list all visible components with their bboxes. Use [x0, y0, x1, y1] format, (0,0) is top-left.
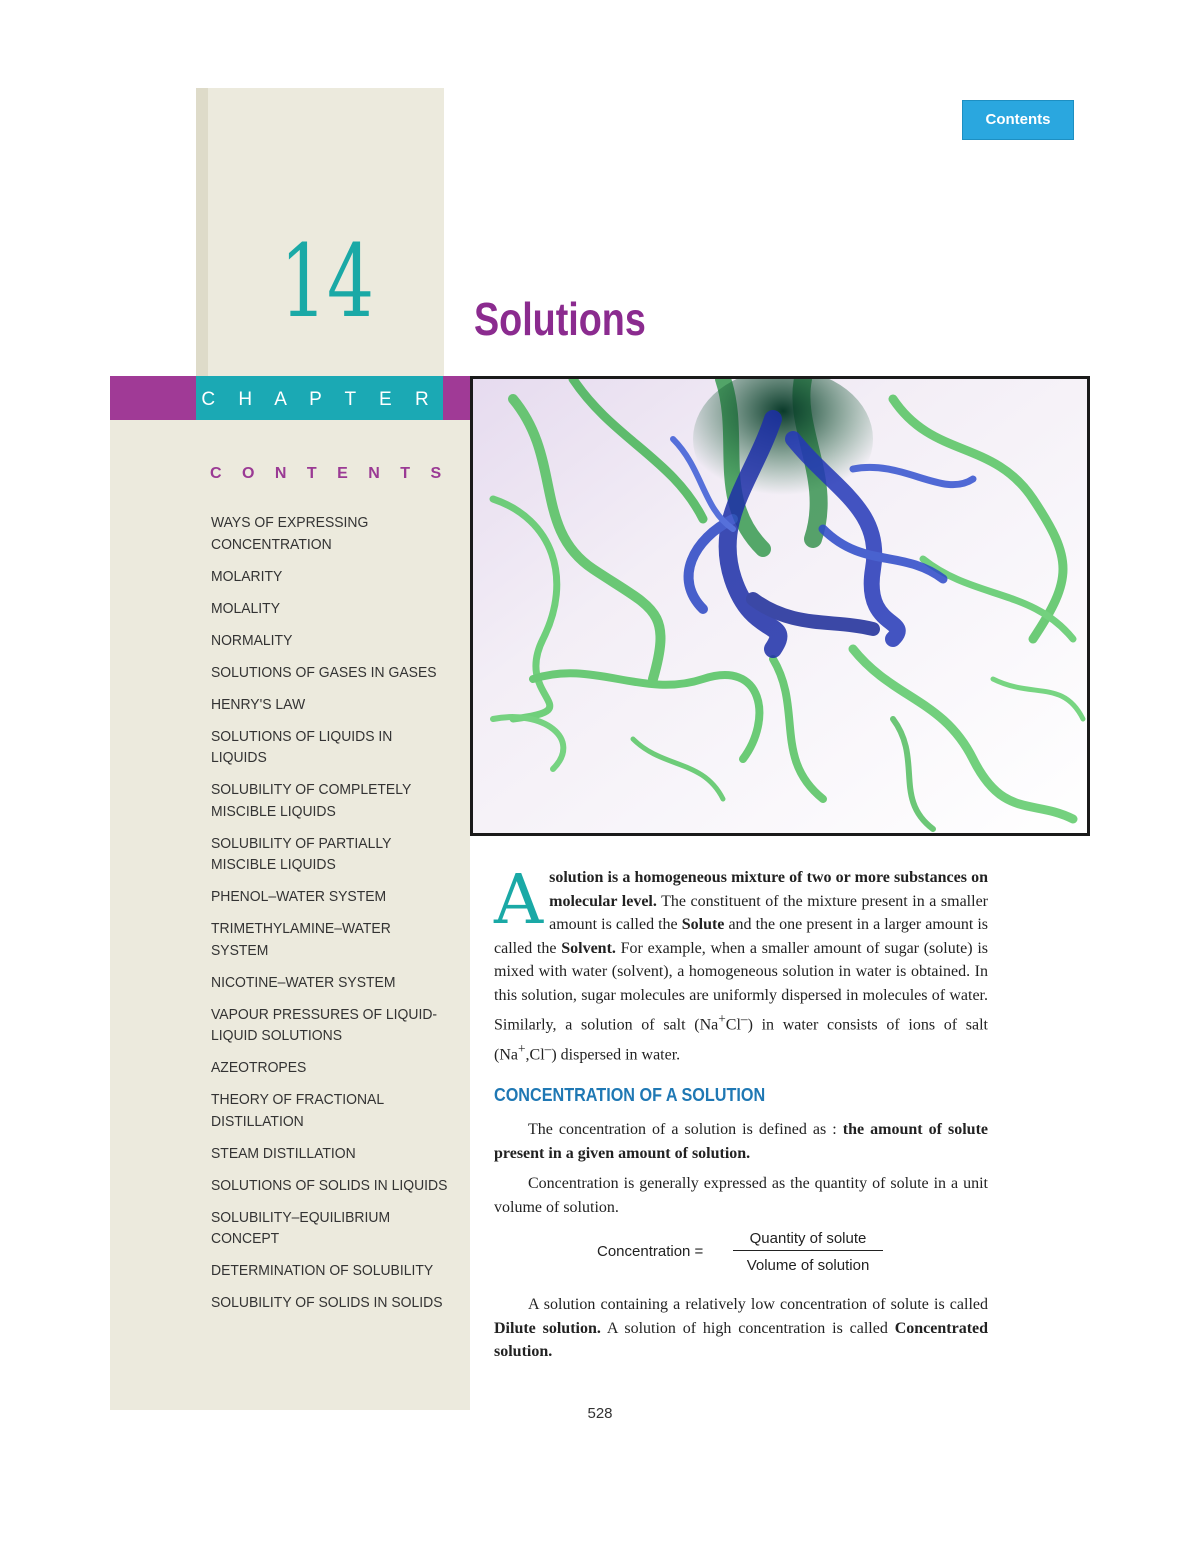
toc-item[interactable]: PHENOL–WATER SYSTEM: [211, 888, 387, 905]
intro-text: ) in water consists of ions of salt (Na: [494, 1016, 988, 1064]
toc-item[interactable]: WAYS OF EXPRESSING CONCENTRATION: [211, 514, 369, 553]
intro-paragraph: [494, 861, 989, 1067]
toc-item[interactable]: MOLALITY: [211, 599, 280, 617]
formula-numerator: Quantity of solute: [733, 1230, 883, 1251]
definition-text: The concentration of a solution is defined as :: [528, 1121, 843, 1138]
panel-stripe: [196, 88, 208, 378]
intro-text: For example, when a smaller amount of sugar (solute) is mixed with water (solvent), a homogeneous solution in water is obtained. In this solution, sugar molecules are uniformly dispersed in molecules of water. Similarly, a solution of salt (Na: [494, 939, 989, 1034]
superscript: –: [740, 1011, 748, 1026]
ink-illustration: [473, 379, 1087, 833]
table-of-contents: [211, 512, 469, 1324]
chapter-bar-accent-right: [443, 376, 471, 420]
intro-text: Cl: [725, 1016, 741, 1034]
formula-fraction: [733, 1230, 883, 1274]
toc-item[interactable]: TRIMETHYLAMINE–WATER SYSTEM: [211, 920, 391, 959]
toc-item[interactable]: STEAM DISTILLATION: [211, 1144, 356, 1162]
toc-item[interactable]: THEORY OF FRACTIONAL DISTILLATION: [211, 1091, 384, 1130]
toc-item[interactable]: SOLUTIONS OF SOLIDS IN LIQUIDS: [211, 1176, 448, 1194]
page-number: 528: [587, 1405, 613, 1422]
toc-item[interactable]: SOLUTIONS OF GASES IN GASES: [211, 663, 437, 681]
toc-item[interactable]: DETERMINATION OF SOLUBILITY: [211, 1262, 434, 1279]
toc-item[interactable]: SOLUTIONS OF LIQUIDS IN LIQUIDS: [211, 727, 393, 766]
toc-item[interactable]: AZEOTROPES: [211, 1059, 307, 1076]
chapter-label: C H A P T E R: [201, 389, 438, 410]
toc-item[interactable]: HENRY'S LAW: [211, 695, 306, 713]
intro-text: and the one present in a larger amount is called the: [494, 916, 989, 957]
intro-lead: solution is a homogeneous mixture of two or more substances on molecular level.: [549, 869, 988, 910]
toc-item[interactable]: NORMALITY: [211, 631, 293, 649]
dilute-text: A solution of high concentration is called: [600, 1319, 895, 1337]
dilute-paragraph: [494, 1293, 988, 1364]
chapter-number: 14: [279, 223, 375, 340]
intro-text: ) dispersed in water.: [551, 1046, 681, 1064]
formula-lhs: Concentration =: [597, 1243, 704, 1260]
ink-in-water-photo: [470, 376, 1090, 836]
contents-button[interactable]: Contents: [962, 100, 1074, 140]
definition-bold: the amount of solute present in a given amount of solution.: [494, 1121, 989, 1162]
dilute-text: A solution containing a relatively low concentration of solute is called: [528, 1296, 988, 1313]
term-solute: Solute: [681, 916, 725, 933]
term-solvent: Solvent.: [561, 939, 616, 957]
chapter-title: Solutions: [474, 293, 646, 345]
toc-item[interactable]: VAPOUR PRESSURES OF LIQUID-LIQUID SOLUTIONS: [211, 1005, 438, 1044]
definition-paragraph: [494, 1118, 988, 1165]
chapter-bar-accent-left: [110, 376, 196, 420]
term-dilute: Dilute solution.: [494, 1319, 601, 1337]
expression-paragraph: Concentration is generally expressed as the quantity of solute in a unit volume of solution.: [494, 1175, 988, 1216]
formula-denominator: Volume of solution: [746, 1257, 870, 1274]
intro-text: The constituent of the mixture present in a smaller amount is called the: [549, 892, 988, 933]
term-concentrated: Concentrated solution.: [494, 1319, 989, 1360]
toc-item[interactable]: MOLARITY: [211, 567, 283, 585]
toc-item[interactable]: SOLUBILITY–EQUILIBRIUM CONCEPT: [211, 1208, 391, 1247]
toc-item[interactable]: SOLUBILITY OF COMPLETELY MISCIBLE LIQUIDS: [211, 781, 412, 820]
toc-item[interactable]: SOLUBILITY OF SOLIDS IN SOLIDS: [211, 1294, 443, 1311]
superscript: –: [544, 1040, 552, 1056]
toc-item[interactable]: SOLUBILITY OF PARTIALLY MISCIBLE LIQUIDS: [211, 834, 392, 873]
superscript: +: [718, 1011, 726, 1026]
superscript: +: [517, 1040, 526, 1056]
section-heading: CONCENTRATION OF A SOLUTION: [494, 1085, 766, 1105]
contents-heading: C O N T E N T S: [210, 465, 450, 482]
toc-item[interactable]: NICOTINE–WATER SYSTEM: [211, 973, 396, 991]
intro-text: ,Cl: [525, 1046, 545, 1064]
drop-cap: A: [494, 861, 544, 940]
